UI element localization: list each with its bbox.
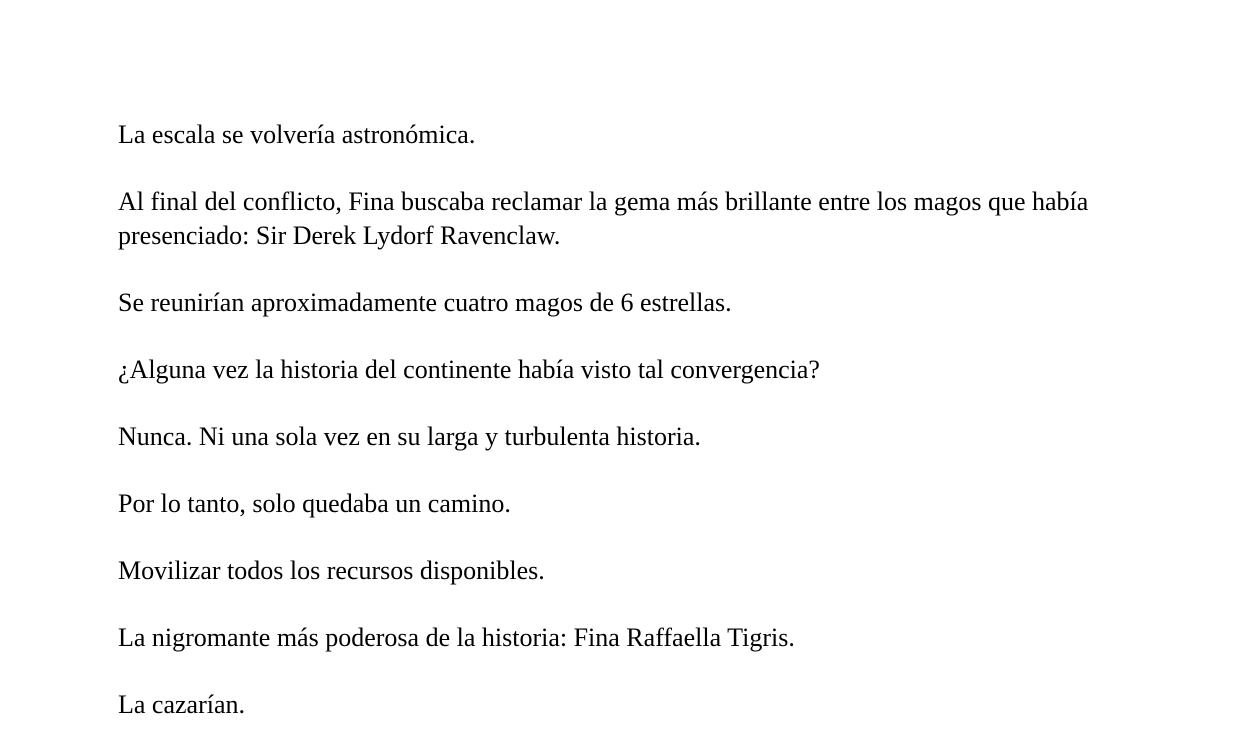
document-body — [118, 118, 1128, 755]
paragraph: La cazarían. — [118, 689, 246, 719]
paragraph: ¿Alguna vez la historia del continente había visto tal convergencia? — [118, 354, 820, 384]
paragraph: Por lo tanto, solo quedaba un camino. — [118, 488, 511, 518]
paragraph: Nunca. Ni una sola vez en su larga y turbulenta historia. — [118, 421, 701, 451]
paragraph: Se reunirían aproximadamente cuatro magos de 6 estrellas. — [118, 287, 732, 317]
paragraph: La escala se volvería astronómica. — [118, 120, 476, 149]
paragraph: La nigromante más poderosa de la historia: Fina Raffaella Tigris. — [118, 622, 795, 652]
paragraph: Movilizar todos los recursos disponibles. — [118, 555, 545, 585]
paragraph: Al final del conflicto, Fina buscaba reclamar la gema más brillante entre los magos que había presenciado: Sir Derek Lydorf Ravenclaw. — [118, 187, 1089, 250]
